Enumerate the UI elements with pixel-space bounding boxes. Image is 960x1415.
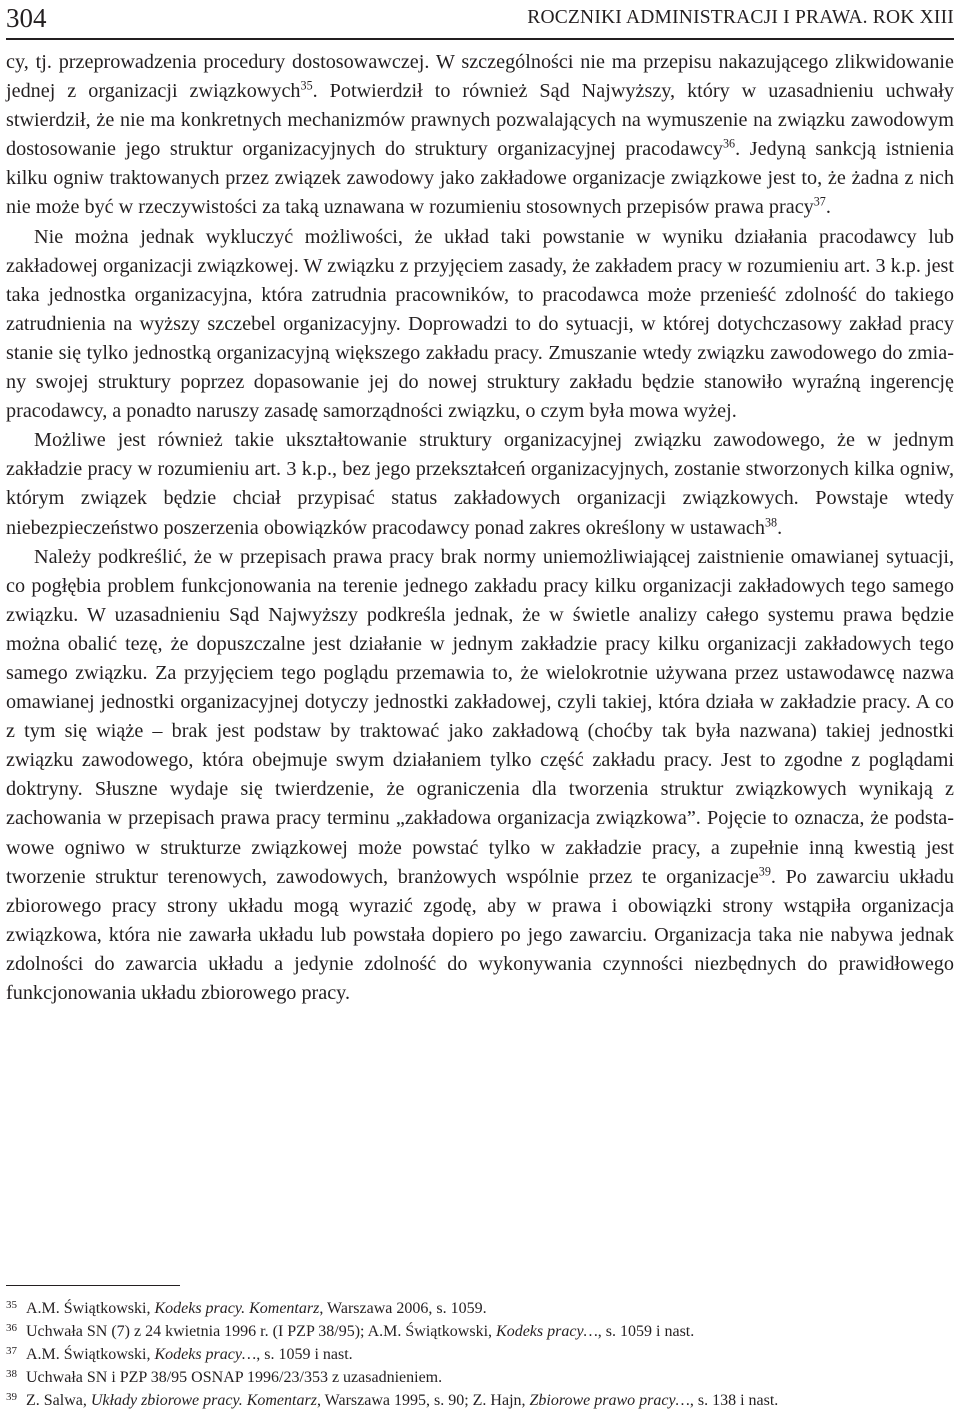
footnote-number: 38 [6,1368,17,1380]
paragraph-text: . Po zawarciu układu zbiorowego pracy strony układu mogą wyrazić zgodę, aby w prawa i obowiązki strony wstąpiła organizacja związkowa, która nie zawarła układu lub powstała dopiero po jego zawarciu. Organizacja taka nie nabywa jednak zdolności do zawarcia układu a jedynie zdolność do wykonywania czynności niezbędnych do prawidłowego funkcjonowania układu zbiorowego pracy. [6,865,954,1004]
footnote-number: 36 [6,1322,17,1334]
paragraph-2: Nie można jednak wykluczyć możliwości, że układ taki powstanie w wyniku działania pracodawcy lub zakładowej organizacji związkowej. W związku z przyjęciem zasady, że zakładem pracy w rozumieniu art. 3 k.p. jest taka jednostka organizacyjna, która zatrudnia pracowników, to pracodawca może przenieść zdolność do takiego zatrudnienia na wyższy szczebel organizacyjny. Doprowadzi to do sytuacji, w której dotychczasowy zakład pracy stanie się tylko jednostką organizacyjną większego zakładu pracy. Zmuszanie wtedy związku zawodowego do zmiany swojej struktury poprzez dopasowanie jej do nowej struktury zakładu będzie stanowiło wyraźną ingerencję pracodawcy, a ponadto naruszy zasadę samorządności związku, o czym była mowa wyżej. [6,225,954,423]
paragraph-4 [6,543,954,1009]
body-text [6,48,954,1008]
page-header [6,0,954,40]
paragraph-text: . Potwierdził to również Sąd Najwyższy, który w uzasadnieniu uchwały stwierdził, że nie ma konkretnych mechanizmów prawnych pozwalających na wymuszenie na związku zawodowym dostosowanie jego struktur organizacyjnych do struktury organizacyjnej pracodawcy [6,80,954,161]
footnote-38 [6,1366,954,1389]
footnote-number: 37 [6,1345,17,1357]
paragraph-1 [6,48,954,223]
footnote-separator [6,1285,180,1286]
footnote-text: Uchwała SN (7) z 24 kwietnia 1996 r. (I PZP 38/95); A.M. Świątkowski, Kodeks pracy…, s. 1059 i nast. [26,1323,695,1340]
footnote-text: Uchwała SN i PZP 38/95 OSNAP 1996/23/353 z uzasadnieniem. [26,1369,443,1386]
footnote-ref-36: 36 [722,136,736,151]
footnotes [6,1297,954,1412]
paragraph-text: cy, tj. przeprowadzenia procedury dostosowawczej. W szczególności nie ma przepisu nakazującego zlikwidowanie jednej z organizacji związkowych [6,51,954,103]
footnote-ref-38: 38 [764,515,778,529]
footnote-text: A.M. Świątkowski, Kodeks pracy…, s. 1059 i nast. [26,1346,353,1363]
footnote-text: A.M. Świątkowski, Kodeks pracy. Komentarz, Warszawa 2006, s. 1059. [26,1300,487,1317]
paragraph-text: Należy podkreślić, że w przepisach prawa pracy brak normy uniemożliwiającej zaistnienie omawianej sytuacji, co pogłębia problem funkcjonowania na terenie jednego zakładu pracy kilku organizacji zakładowych tego samego związku. W uzasadnieniu Sąd Najwyższy podkreśla jednak, że w świetle analizy całego systemu prawa będzie można obalić tezę, że dopuszczalne jest działanie w jednym zakładzie pracy kilku organizacji zakładowych tego samego związku. Za przyjęciem tego poglądu przemawia to, że wielokrotnie używana przez ustawodawcę nazwa omawianej jednostki organizacyjnej dotyczy jednostki zakładowej, czyli takiej, która działa w zakładzie pracy. A co z tym się wiąże – brak jest podstaw by traktować jako zakładową (choćby tak była nazwana) takiej jednostki związku zawodowego, która obejmuje swym działaniem tylko część zakładu pracy. Jest to zgodne z poglądami doktryny. Słuszne wydaje się twierdzenie, że ograniczenia dla tworzenia struktur związkowych wynikają z zachowania w przepisach prawa pracy terminu „zakładowa organizacja związkowa”. Pojęcie to oznacza, że podstawowe ogniwo w strukturze związkowej może powstać tylko w zakładzie pracy, a zupełnie inną kwestią jest tworzenie struktur terenowych, zawodowych, branżowych wspólnie przez te organizacje [6,545,954,888]
paragraph-text: Możliwe jest również takie ukształtowanie struktury organizacyjnej związku zawodowego, że w jednym zakładzie pracy w rozumieniu art. 3 k.p., bez jego przekształceń organizacyjnych, zostanie stworzonych kilka ogniw, którym związek będzie chciał przypisać status zakładowych organizacji związkowych. Powstaje wtedy niebezpieczeństwo poszerzenia obowiązków pracodawcy ponad zakres określony w ustawach [6,429,954,539]
footnote-number: 39 [6,1391,17,1403]
paragraph-text: . Jedyną sankcją istnienia kilku ogniw traktowanych przez związek zawodowy jako zakładowe organizacje związkowe jest to, że żadna z nich nie może być w rzeczywistości za taką uznawana w rozumieniu stosownych przepisów prawa pracy [6,138,954,219]
footnote-36 [6,1320,954,1343]
running-head: ROCZNIKI ADMINISTRACJI I PRAWA. ROK XIII [527,7,954,28]
footnote-35 [6,1297,954,1320]
footnote-text: Z. Salwa, Układy zbiorowe pracy. Komentarz, Warszawa 1995, s. 90; Z. Hajn, Zbiorowe prawo pracy…, s. 138 i nast. [26,1392,779,1409]
footnote-ref-39: 39 [758,864,771,879]
footnote-number: 35 [6,1299,17,1311]
paragraph-text: . [777,516,783,539]
footnote-37 [6,1343,954,1366]
page-number: 304 [6,3,47,33]
footnote-39 [6,1389,954,1412]
footnote-ref-35: 35 [300,78,313,93]
paragraph-3 [6,426,954,542]
footnote-ref-37: 37 [813,194,826,209]
paragraph-text: . [825,196,831,219]
